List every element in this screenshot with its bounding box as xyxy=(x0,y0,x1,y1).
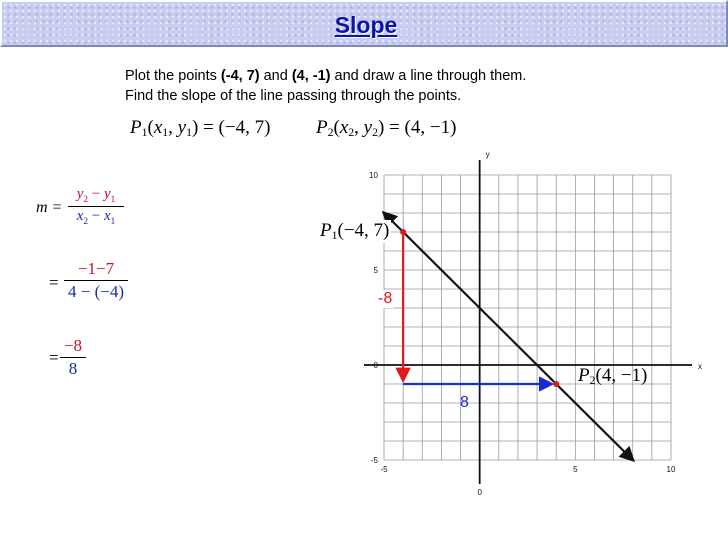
p2-value: ) = (4, −1) xyxy=(377,117,457,138)
x-axis-label: x xyxy=(698,362,702,371)
p2-subscript: 2 xyxy=(327,125,334,139)
step-3-equals: = xyxy=(49,348,59,367)
step-2-denominator: 4 − (−4) xyxy=(68,282,124,301)
instruction-suffix: and draw a line through them. xyxy=(330,68,527,84)
p2-graph-label: $P_2(4$, −1) xyxy=(578,365,648,387)
p2-letter: P xyxy=(316,117,328,138)
x-tick-label: 10 xyxy=(666,465,676,474)
y-tick-label: 5 xyxy=(373,266,378,275)
x-tick-label: -5 xyxy=(380,465,388,474)
p1-graph-label: $P_1(-4$, 7) xyxy=(320,220,390,242)
x-tick-label: 5 xyxy=(573,465,578,474)
instruction-line-2: Find the slope of the line passing through the points. xyxy=(125,88,462,104)
x-tick-label-zero: 0 xyxy=(477,488,482,497)
run-label: 8 xyxy=(460,394,469,411)
rise-label: -8 xyxy=(378,290,393,307)
page-title: Slope xyxy=(334,12,398,38)
p1-letter: P xyxy=(130,117,142,138)
step-2-equals: = xyxy=(49,273,59,292)
slope-formula-denominator: $x_2 - x_1$ xyxy=(76,208,116,227)
line-through-points xyxy=(384,213,633,460)
instruction-text: Plot the points xyxy=(125,68,221,84)
p1-definition: $P_1(x_1$, $y_1) = (-4$, 7) xyxy=(130,117,271,139)
step-3-denominator: 8 xyxy=(68,359,78,378)
data-point-2 xyxy=(553,381,559,387)
point-1-text: (-4, 7) xyxy=(220,68,260,84)
step-2-numerator: −1−7 xyxy=(77,259,115,278)
data-point-1 xyxy=(400,229,406,235)
instruction-and: and xyxy=(259,68,292,84)
slope-formula-numerator: $y_2 - y_1$ xyxy=(76,186,116,205)
y-tick-label: 10 xyxy=(369,171,378,180)
slope-lhs-text: m = xyxy=(36,199,63,216)
y-tick-label: 0 xyxy=(373,361,378,370)
p1-subscript: 1 xyxy=(141,125,148,139)
step-3-numerator: −8 xyxy=(63,336,83,355)
point-2-text: (4, -1) xyxy=(291,68,331,84)
p1-value: ) = (−4, 7) xyxy=(191,117,271,138)
y-axis-label: y xyxy=(485,150,490,159)
y-tick-label: -5 xyxy=(370,456,378,465)
p2-definition: $P_2(x_2$, $y_2) = (4$, −1) xyxy=(316,117,457,139)
